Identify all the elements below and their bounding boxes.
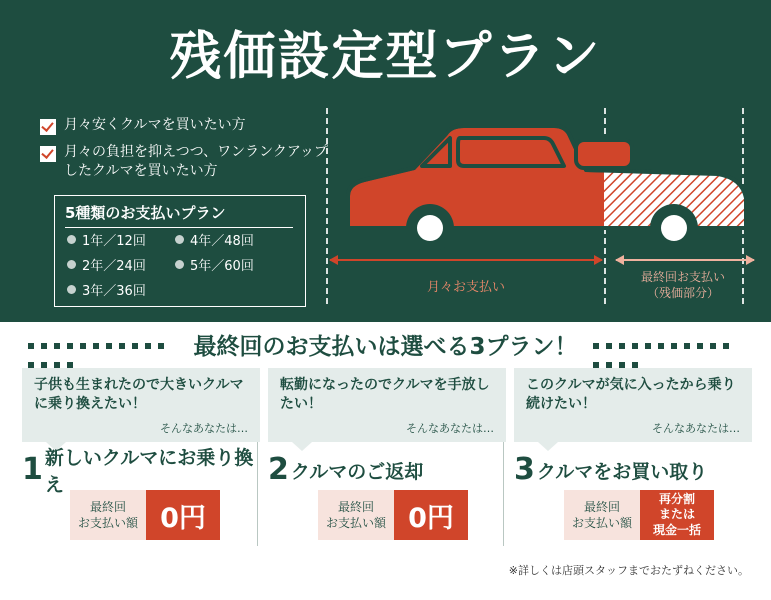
final-payment-arrow bbox=[616, 259, 754, 261]
list-item bbox=[175, 230, 283, 249]
benefit-check-list bbox=[40, 116, 340, 189]
final-amount-badge-1 bbox=[70, 490, 220, 540]
final-amount-badge-2 bbox=[318, 490, 468, 540]
page-title: 残価設定型プラン bbox=[169, 27, 602, 87]
benefit-text: 月々の負担を抑えつつ、ワンランクアップしたクルマを買いたい方 bbox=[64, 144, 328, 179]
final-amount-label bbox=[564, 490, 640, 540]
card-number: 3 bbox=[514, 452, 535, 487]
final-amount-label-line2: お支払い額 bbox=[77, 516, 138, 530]
final-amount-value-line2: または bbox=[658, 507, 695, 522]
payment-plan-box bbox=[54, 195, 306, 307]
plan-cards bbox=[0, 368, 771, 558]
footer-note: ※詳しくは店頭スタッフまでおたずねください。 bbox=[508, 564, 749, 577]
speech-bubble bbox=[514, 368, 752, 442]
final-amount-badge-3 bbox=[564, 490, 714, 540]
list-item bbox=[40, 116, 340, 135]
list-item bbox=[67, 255, 175, 274]
bubble-text: 転勤になったのでクルマを手放したい！ bbox=[280, 377, 490, 412]
bubble-text: このクルマが気に入ったから乗り続けたい！ bbox=[526, 377, 736, 412]
monthly-payment-arrow bbox=[330, 259, 602, 261]
car-svg bbox=[318, 110, 771, 260]
bullet-dot-icon bbox=[175, 260, 184, 269]
benefit-text: 月々安くクルマを買いたい方 bbox=[64, 117, 246, 133]
card-headline bbox=[268, 452, 506, 487]
card-headline bbox=[514, 452, 752, 487]
bubble-text: 子供も生まれたので大きいクルマに乗り換えたい！ bbox=[34, 377, 244, 412]
plan-label: 3年／36回 bbox=[82, 284, 146, 299]
final-amount-value-line1: 再分割 bbox=[658, 491, 695, 506]
bubble-subtext: そんなあなたは… bbox=[406, 422, 494, 435]
list-item bbox=[67, 230, 175, 249]
upper-section bbox=[0, 100, 771, 322]
payment-plan-title: 5種類のお支払いプラン bbox=[65, 202, 293, 228]
bullet-dot-icon bbox=[67, 285, 76, 294]
list-item bbox=[67, 280, 175, 299]
bullet-dot-icon bbox=[67, 260, 76, 269]
bubble-subtext: そんなあなたは… bbox=[160, 422, 248, 435]
payment-plan-grid bbox=[67, 230, 299, 305]
final-amount-value-line3: 現金一括 bbox=[652, 522, 701, 537]
card-headline bbox=[22, 447, 260, 496]
final-payment-label-line1: 最終回お支払い bbox=[640, 270, 725, 284]
plan-label: 4年／48回 bbox=[190, 234, 254, 249]
list-item bbox=[40, 143, 340, 181]
final-amount-label-line2: お支払い額 bbox=[571, 516, 632, 530]
checkbox-checked-icon bbox=[40, 146, 56, 162]
final-amount-label bbox=[70, 490, 146, 540]
dot-decoration-right bbox=[593, 343, 743, 349]
final-payment-label-line2: （残価部分） bbox=[646, 285, 719, 300]
final-payment-label bbox=[608, 270, 758, 301]
final-amount-label-line1: 最終回 bbox=[337, 499, 374, 514]
section-title: 最終回のお支払いは選べる3プラン！ bbox=[193, 334, 578, 360]
card-headline-text: クルマのご返却 bbox=[290, 460, 424, 483]
list-item bbox=[175, 255, 283, 274]
final-amount-label bbox=[318, 490, 394, 540]
final-amount-label-line1: 最終回 bbox=[583, 499, 620, 514]
final-amount-label-line2: お支払い額 bbox=[325, 516, 386, 530]
card-number: 1 bbox=[22, 452, 43, 487]
final-amount-value bbox=[640, 490, 714, 540]
payment-arrows bbox=[330, 250, 760, 270]
speech-bubble bbox=[22, 368, 260, 442]
monthly-payment-label: 月々お支払い bbox=[426, 280, 505, 295]
bubble-subtext: そんなあなたは… bbox=[652, 422, 740, 435]
card-headline-text: 新しいクルマにお乗り換え bbox=[44, 447, 254, 496]
card-number: 2 bbox=[268, 452, 289, 487]
plan-label: 5年／60回 bbox=[190, 259, 254, 274]
plan-label: 2年／24回 bbox=[82, 259, 146, 274]
bullet-dot-icon bbox=[175, 235, 184, 244]
final-amount-value: 0円 bbox=[394, 490, 468, 540]
header-banner bbox=[0, 0, 771, 100]
checkbox-checked-icon bbox=[40, 119, 56, 135]
speech-bubble bbox=[268, 368, 506, 442]
final-amount-value: 0円 bbox=[146, 490, 220, 540]
card-headline-text: クルマをお買い取り bbox=[536, 460, 708, 483]
final-amount-label-line1: 最終回 bbox=[89, 499, 126, 514]
plan-label: 1年／12回 bbox=[82, 234, 146, 249]
bullet-dot-icon bbox=[67, 235, 76, 244]
